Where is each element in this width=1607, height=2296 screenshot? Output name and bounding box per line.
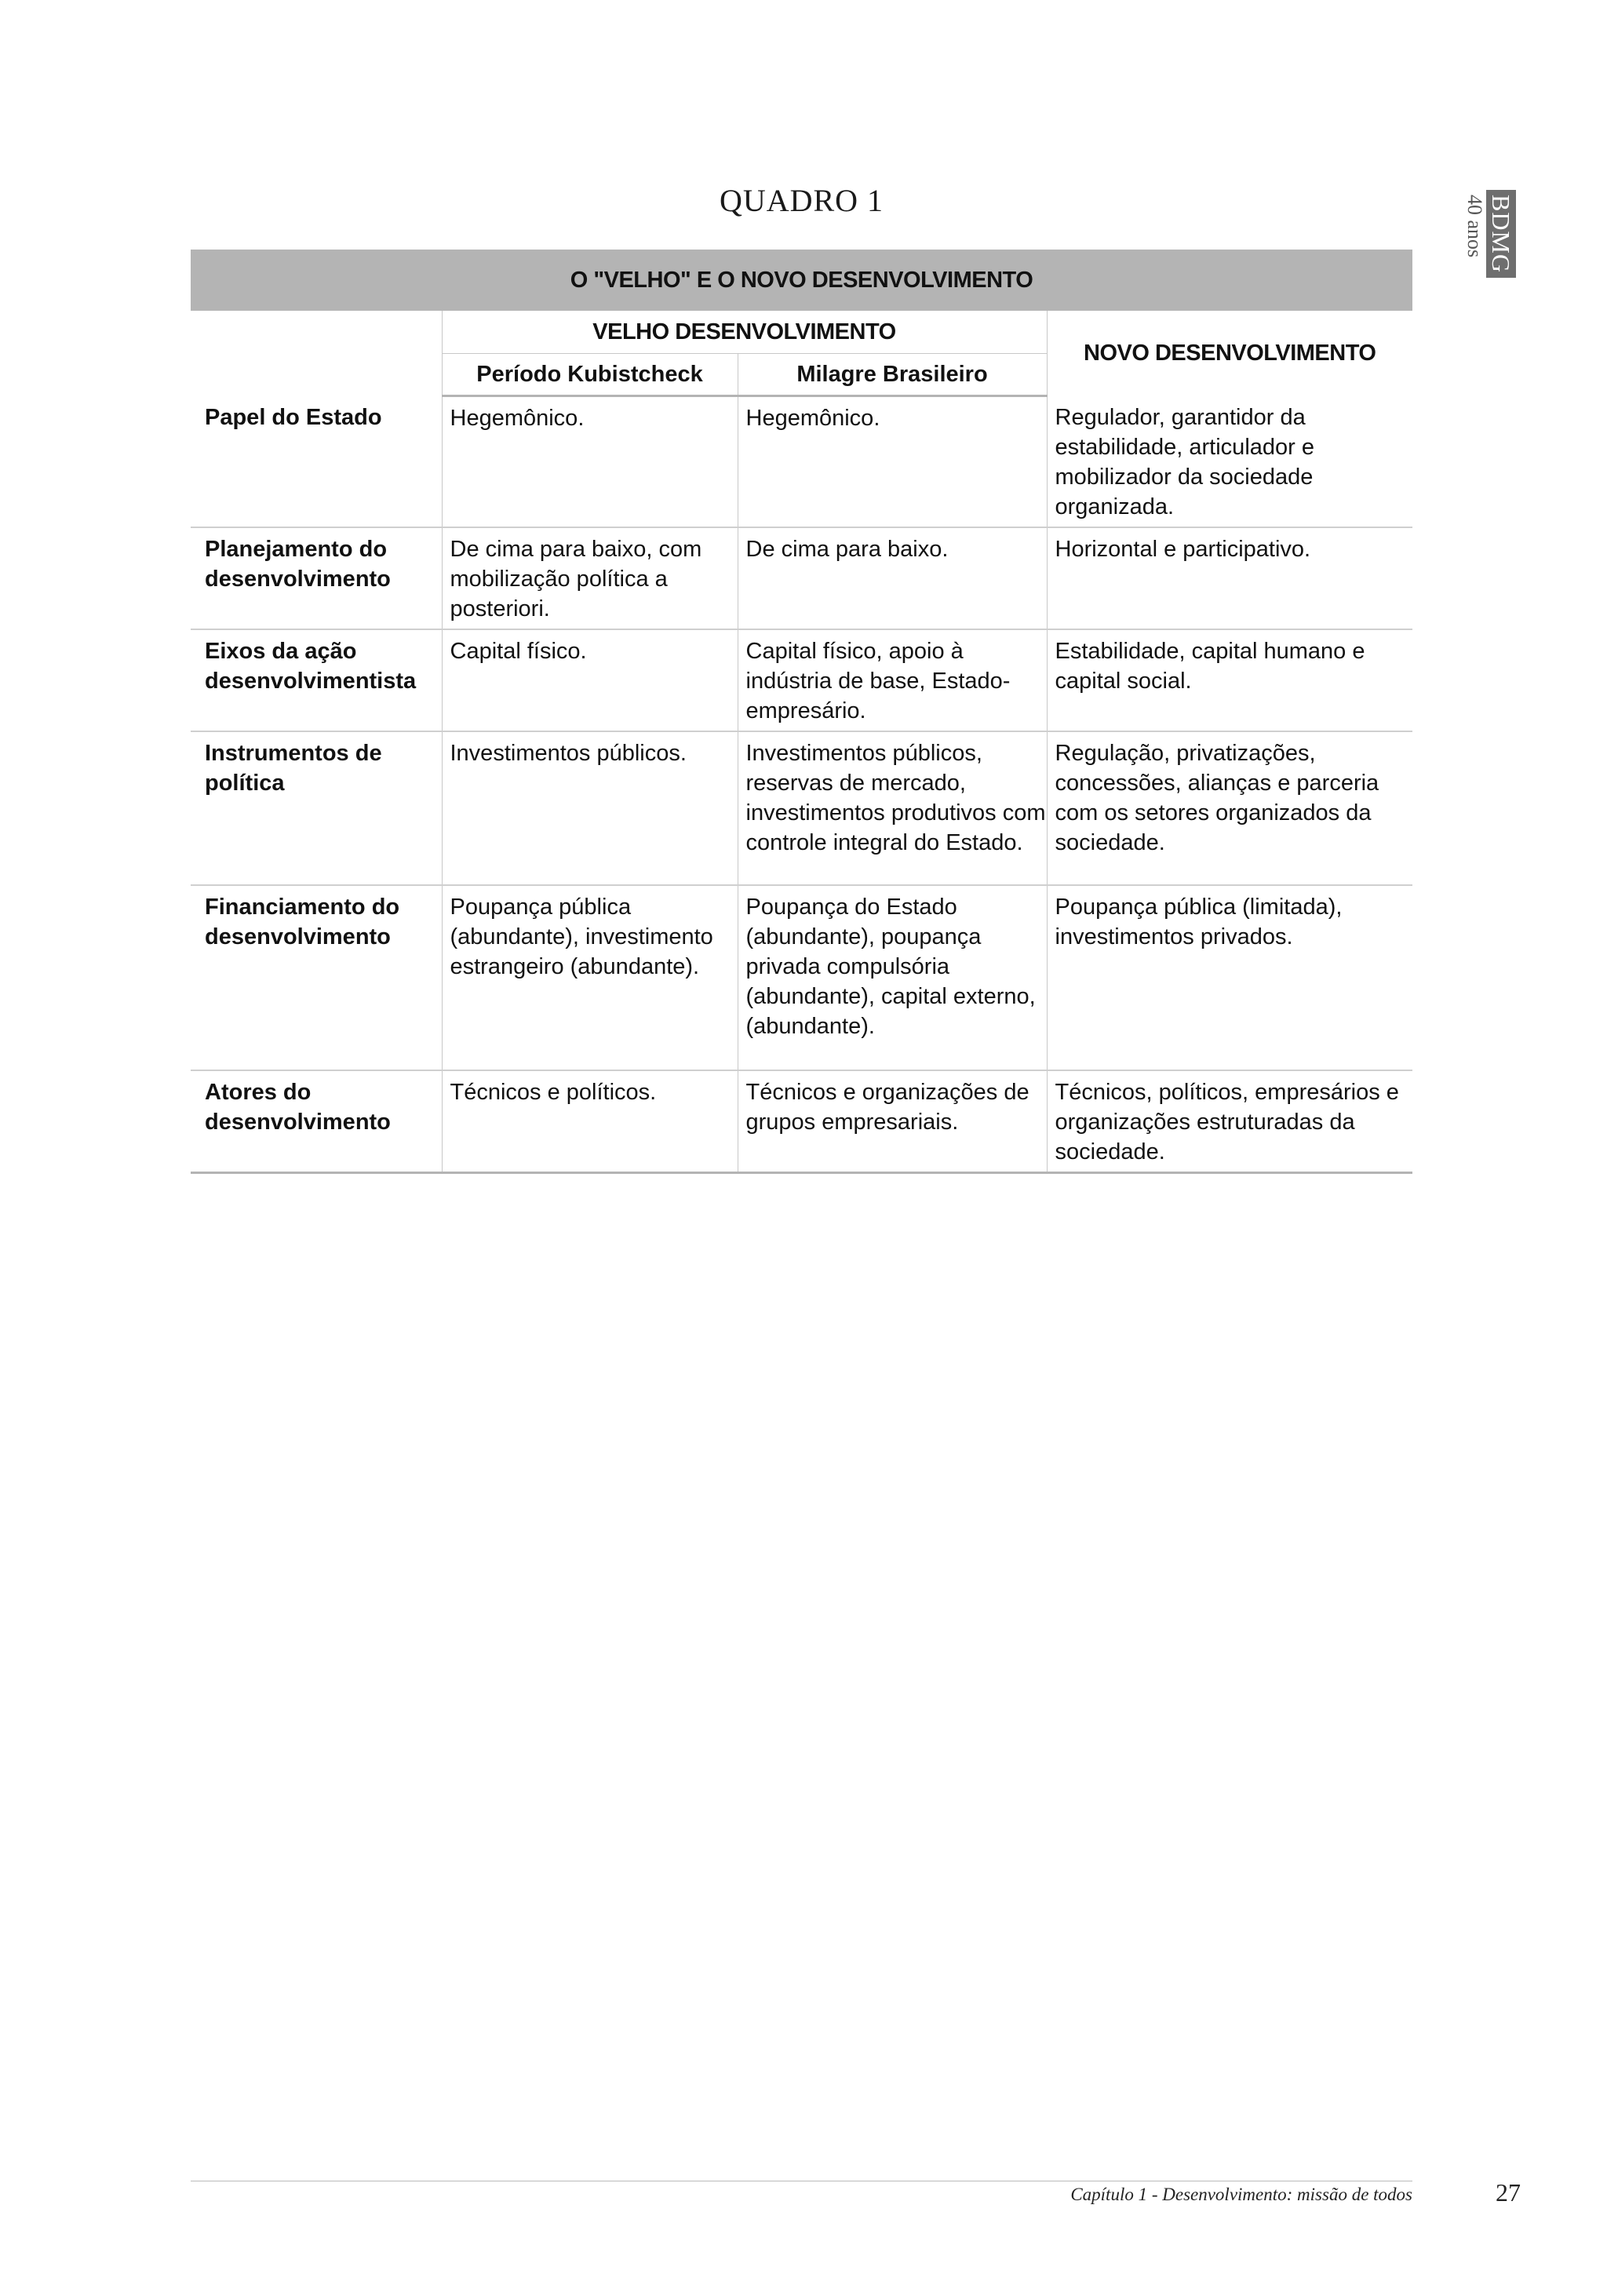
header-novo: NOVO DESENVOLVIMENTO xyxy=(1047,311,1412,396)
table-title: O "VELHO" E O NOVO DESENVOLVIMENTO xyxy=(191,250,1412,311)
brand-subtitle: 40 anos xyxy=(1463,195,1486,258)
cell-milagre: De cima para baixo. xyxy=(738,527,1047,629)
table-row xyxy=(191,396,1412,527)
cell-kubistcheck: Técnicos e políticos. xyxy=(442,1070,738,1173)
row-label: Financiamento do desenvolvimento xyxy=(191,885,442,1070)
brand-logo xyxy=(1463,190,1516,278)
table-row xyxy=(191,527,1412,629)
cell-novo: Poupança pública (limitada), investimentos privados. xyxy=(1047,885,1412,1070)
row-label: Planejamento do desenvolvimento xyxy=(191,527,442,629)
table-row xyxy=(191,1070,1412,1173)
brand-name: BDMG xyxy=(1486,190,1516,278)
cell-milagre: Capital físico, apoio à indústria de base, Estado-empresário. xyxy=(738,629,1047,731)
cell-kubistcheck: Poupança pública (abundante), investimento estrangeiro (abundante). xyxy=(442,885,738,1070)
row-label: Eixos da ação desenvolvimentista xyxy=(191,629,442,731)
header-periodo-kubistcheck: Período Kubistcheck xyxy=(442,354,738,396)
row-label: Atores do desenvolvimento xyxy=(191,1070,442,1173)
cell-novo: Regulador, garantidor da estabilidade, articulador e mobilizador da sociedade organizada. xyxy=(1047,396,1412,527)
cell-kubistcheck: Hegemônico. xyxy=(442,396,738,527)
page-title: QUADRO 1 xyxy=(719,183,884,218)
cell-milagre: Investimentos públicos, reservas de mercado, investimentos produtivos com controle integral do Estado. xyxy=(738,731,1047,885)
header-velho: VELHO DESENVOLVIMENTO xyxy=(442,311,1047,354)
cell-milagre: Técnicos e organizações de grupos empresariais. xyxy=(738,1070,1047,1173)
cell-novo: Estabilidade, capital humano e capital social. xyxy=(1047,629,1412,731)
cell-novo: Técnicos, políticos, empresários e organizações estruturadas da sociedade. xyxy=(1047,1070,1412,1173)
page-number: 27 xyxy=(1496,2178,1521,2207)
header-corner xyxy=(191,311,442,396)
cell-kubistcheck: Investimentos públicos. xyxy=(442,731,738,885)
cell-kubistcheck: De cima para baixo, com mobilização política a posteriori. xyxy=(442,527,738,629)
header-milagre-brasileiro: Milagre Brasileiro xyxy=(738,354,1047,396)
cell-milagre: Hegemônico. xyxy=(738,396,1047,527)
cell-novo: Regulação, privatizações, concessões, alianças e parceria com os setores organizados da sociedade. xyxy=(1047,731,1412,885)
table-row xyxy=(191,885,1412,1070)
cell-kubistcheck: Capital físico. xyxy=(442,629,738,731)
comparison-table xyxy=(191,250,1412,1174)
cell-novo: Horizontal e participativo. xyxy=(1047,527,1412,629)
table-row xyxy=(191,731,1412,885)
row-label: Instrumentos de política xyxy=(191,731,442,885)
cell-milagre: Poupança do Estado (abundante), poupança privada compulsória (abundante), capital externo, (abundante). xyxy=(738,885,1047,1070)
table-row xyxy=(191,629,1412,731)
row-label: Papel do Estado xyxy=(191,396,442,527)
chapter-footer: Capítulo 1 - Desenvolvimento: missão de todos xyxy=(1070,2185,1412,2204)
